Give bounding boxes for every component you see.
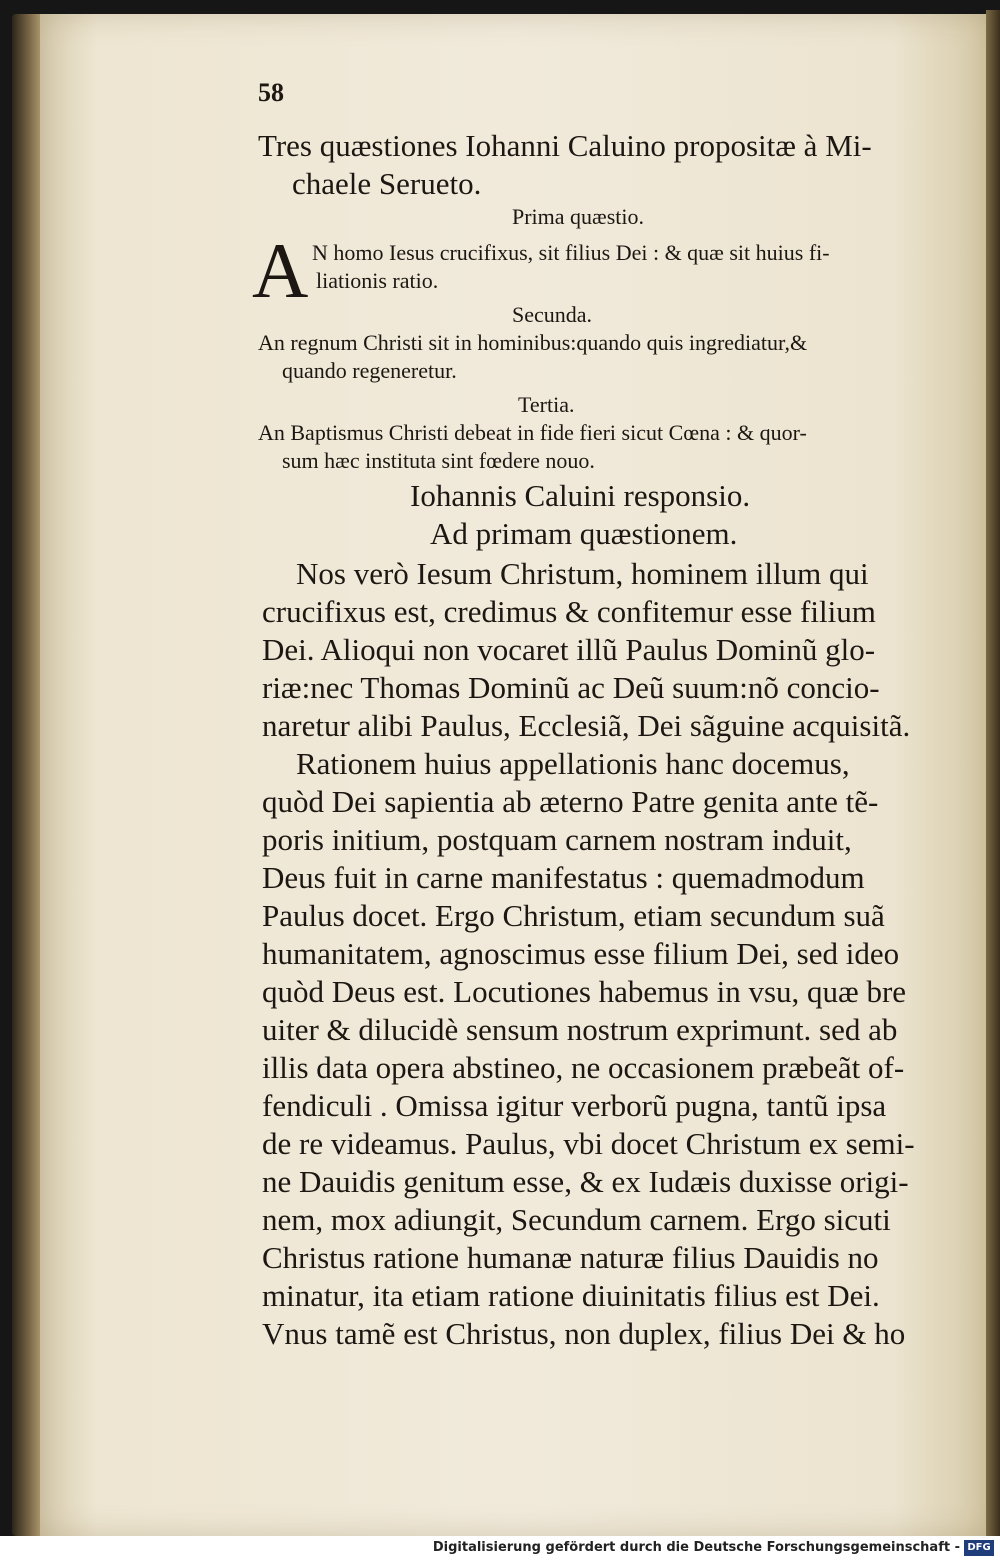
question-2-line-1: An regnum Christi sit in hominibus:quando quis ingrediatur,& (258, 330, 808, 355)
response-heading: Iohannis Caluini responsio. (410, 478, 751, 513)
title-line-1: Tres quæstiones Iohanni Caluino propositæ à Mi- (258, 128, 872, 163)
body-line: Deus fuit in carne manifestatus : quemadmodum (262, 860, 865, 895)
body-line: ne Dauidis genitum esse, & ex Iudæis duxisse origi- (262, 1164, 909, 1199)
drop-cap-letter: A (252, 227, 309, 314)
question-2-heading: Secunda. (512, 302, 593, 327)
body-line: Dei. Alioqui non vocaret illũ Paulus Dominũ glo- (262, 632, 876, 667)
body-line: de re videamus. Paulus, vbi docet Christum ex semi- (262, 1126, 915, 1161)
body-line: fendiculi . Omissa igitur verborũ pugna, tantũ ipsa (262, 1088, 887, 1123)
footer-credit-text: Digitalisierung gefördert durch die Deutsche Forschungsgemeinschaft - (432, 1540, 960, 1555)
title-line-2: chaele Serueto. (292, 166, 482, 201)
question-1-heading: Prima quæstio. (512, 204, 645, 229)
response-subheading: Ad primam quæstionem. (430, 516, 738, 551)
body-line: riæ:nec Thomas Dominũ ac Deũ suum:nõ concio- (262, 670, 880, 705)
question-3-heading: Tertia. (518, 392, 575, 417)
question-3-line-2: sum hæc instituta sint fœdere nouo. (282, 448, 595, 473)
dfg-logo: DFG (964, 1540, 994, 1556)
question-3-line-1: An Baptismus Christi debeat in fide fieri sicut Cœna : & quor- (258, 420, 807, 445)
body-line: poris initium, postquam carnem nostram induit, (262, 822, 852, 857)
body-line: Vnus tamẽ est Christus, non duplex, filius Dei & ho (262, 1316, 906, 1351)
body-line: quòd Deus est. Locutiones habemus in vsu, quæ bre (262, 974, 907, 1009)
body-line: quòd Dei sapientia ab æterno Patre genita ante tẽ- (262, 784, 879, 819)
body-line: crucifixus est, credimus & confitemur esse filium (262, 594, 876, 629)
question-1-line-2: liationis ratio. (316, 268, 439, 293)
body-line: Paulus docet. Ergo Christum, etiam secundum suã (262, 898, 885, 933)
digitization-footer (0, 1536, 1000, 1560)
body-line: naretur alibi Paulus, Ecclesiã, Dei sãguine acquisitã. (262, 708, 911, 743)
body-line: illis data opera abstineo, ne occasionem præbeãt of- (262, 1050, 905, 1085)
body-line: nem, mox adiungit, Secundum carnem. Ergo sicuti (262, 1202, 891, 1237)
body-line: Nos verò Iesum Christum, hominem illum qui (296, 556, 869, 591)
book-page-edges-right (986, 10, 1000, 1540)
body-line: Christus ratione humanæ naturæ filius Dauidis no (262, 1240, 879, 1275)
page-number: 58 (258, 78, 284, 107)
body-line: Rationem huius appellationis hanc docemus, (296, 746, 850, 781)
body-line: humanitatem, agnoscimus esse filium Dei, sed ideo (262, 936, 900, 971)
body-line: minatur, ita etiam ratione diuinitatis filius est Dei. (262, 1278, 880, 1313)
body-line: uiter & dilucidè sensum nostrum exprimunt. sed ab (262, 1012, 898, 1047)
question-2-line-2: quando regeneretur. (282, 358, 457, 383)
question-1-line-1: N homo Iesus crucifixus, sit filius Dei : & quæ sit huius fi- (312, 240, 830, 265)
